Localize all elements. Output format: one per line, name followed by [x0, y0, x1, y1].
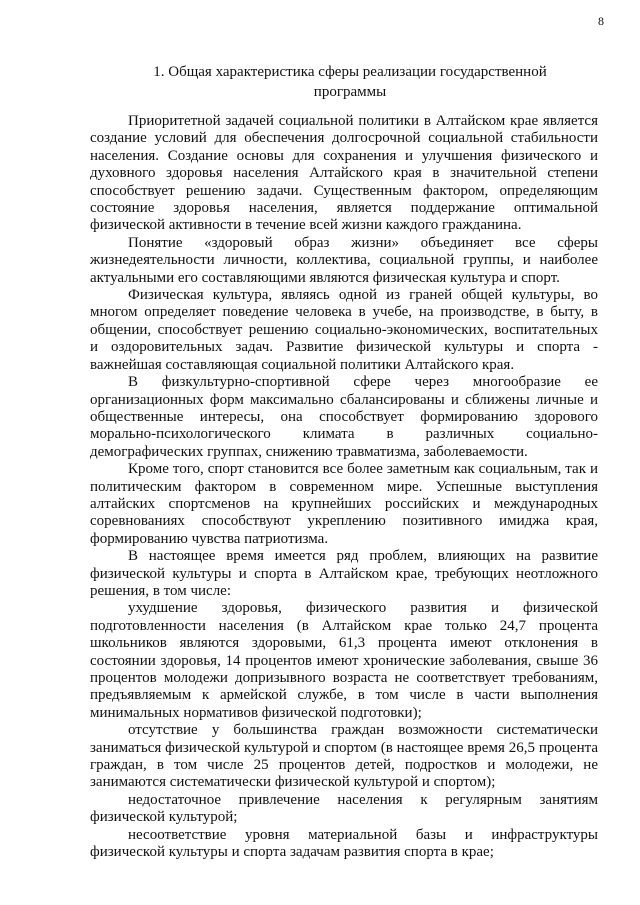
page-number: 8 [598, 14, 604, 28]
paragraph: Приоритетной задачей социальной политики в Алтайском крае является создание условий для обеспечения долгосрочной социальной стабильности населения. Создание основы для сохранения и улучшения физического и духовного здоровья населения Алтайского края в значительной степени способствует решению задачи. Существенным фактором, определяющим состояние здоровья населения, является поддержание оптимальной физической активности в течение всей жизни каждого гражданина. [90, 113, 598, 234]
list-item: отсутствие у большинства граждан возможности систематически заниматься физической культурой и спортом (в настоящее время 26,5 процента граждан, в том числе 25 процентов детей, подростков и молодежи, не занимаются систематически физической культурой и спортом); [90, 722, 598, 791]
paragraph: Кроме того, спорт становится все более заметным как социальным, так и политическим фактором в современном мире. Успешные выступления алтайских спортсменов на крупнейших российских и международных соревнованиях способствуют укреплению позитивного имиджа края, формированию чувства патриотизма. [90, 461, 598, 547]
paragraph: В физкультурно-спортивной сфере через многообразие ее организационных форм максимально сбалансированы и сближены личные и общественные интересы, она способствует формированию здорового морально-психологического климата в различных социально-демографических группах, снижению травматизма, заболеваемости. [90, 374, 598, 460]
list-item: несоответствие уровня материальной базы и инфраструктуры физической культуры и спорта задачам развития спорта в крае; [90, 826, 598, 861]
document-body [90, 113, 598, 861]
section-title: 1. Общая характеристика сферы реализации государственной программы [153, 64, 547, 100]
paragraph: Понятие «здоровый образ жизни» объединяет все сферы жизнедеятельности личности, коллектива, социальной группы, и наиболее актуальными его составляющими являются физическая культура и спорт. [90, 234, 598, 286]
list-item: ухудшение здоровья, физического развития и физической подготовленности населения (в Алтайском крае только 24,7 процента школьников являются здоровыми, 61,3 процента имеют отклонения в состоянии здоровья, 14 процентов имеют хронические заболевания, свыше 36 процентов молодежи допризывного возраста не соответствует требованиям, предъявляемым к армейской службе, в том числе в части выполнения минимальных нормативов физической подготовки); [90, 600, 598, 721]
paragraph: В настоящее время имеется ряд проблем, влияющих на развитие физической культуры и спорта в Алтайском крае, требующих неотложного решения, в том числе: [90, 548, 598, 599]
list-item: недостаточное привлечение населения к регулярным занятиям физической культурой; [90, 791, 598, 826]
paragraph: Физическая культура, являясь одной из граней общей культуры, во многом определяет поведение человека в учебе, на производстве, в быту, в общении, способствует решению социально-экономических, воспитательных и оздоровительных задач. Развитие физической культуры и спорта - важнейшая составляющая социальной политики Алтайского края. [90, 287, 598, 373]
